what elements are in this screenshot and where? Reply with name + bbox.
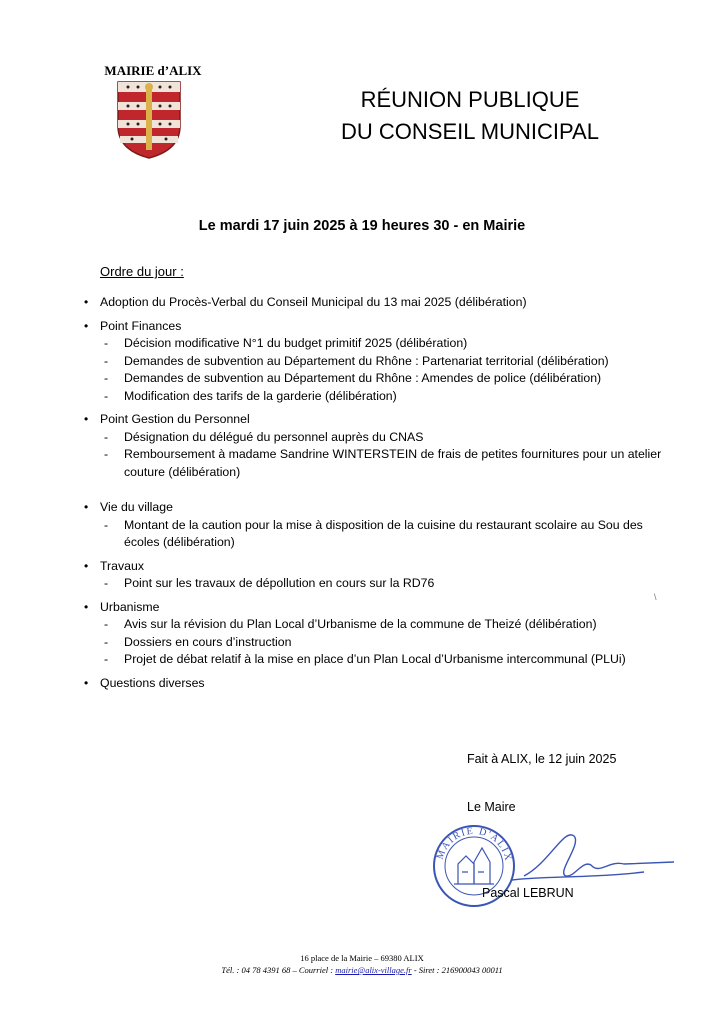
agenda-item <box>80 558 680 593</box>
bullet-icon: • <box>84 675 89 690</box>
agenda-subitem <box>100 651 680 669</box>
agenda-item <box>80 599 680 669</box>
stray-mark: \ <box>654 592 657 602</box>
agenda-subitem <box>100 446 680 481</box>
agenda-subitem-label: Modification des tarifs de la garderie (délibération) <box>124 388 397 403</box>
agenda-item-label: Questions diverses <box>100 675 205 690</box>
agenda-subitem-label: Dossiers en cours d’instruction <box>124 634 292 649</box>
agenda-item-label: Travaux <box>100 558 144 573</box>
agenda-item <box>80 318 680 406</box>
agenda-subitem <box>100 517 680 552</box>
agenda-subitem <box>100 429 680 447</box>
agenda-subitem-label: Demandes de subvention au Département du Rhône : Amendes de police (délibération) <box>124 371 602 385</box>
agenda-heading: Ordre du jour : <box>100 264 184 279</box>
agenda-subitem <box>100 388 680 406</box>
bullet-icon: • <box>84 558 89 573</box>
dash-marker: - <box>104 336 109 350</box>
title-line-1: RÉUNION PUBLIQUE <box>360 87 580 112</box>
bullet-icon: • <box>84 599 89 614</box>
agenda-subitem <box>100 370 680 388</box>
agenda-item-label: Vie du village <box>100 500 173 514</box>
agenda-subitem <box>100 616 680 634</box>
dash-marker: - <box>104 517 109 532</box>
coat-of-arms-logo <box>114 78 184 160</box>
dash-marker: - <box>104 371 109 385</box>
agenda-subitem-label: Montant de la caution pour la mise à disposition de la cuisine du restaurant scolaire au Sou des écoles (délibération) <box>124 517 643 549</box>
bullet-icon: • <box>84 412 89 426</box>
dash-marker: - <box>104 634 109 649</box>
agenda-item <box>80 675 680 693</box>
agenda-item-label: Adoption du Procès-Verbal du Conseil Municipal du 13 mai 2025 (délibération) <box>100 295 527 309</box>
agenda-subitem <box>100 335 680 353</box>
agenda-item-label: Point Gestion du Personnel <box>100 412 250 426</box>
stamp-text: MAIRIE D'ALIX <box>434 825 514 863</box>
dash-marker: - <box>104 617 109 631</box>
dash-marker: - <box>104 652 109 666</box>
agenda-subitem <box>100 634 680 652</box>
signed-at: Fait à ALIX, le 12 juin 2025 <box>467 752 617 766</box>
agenda-subitem-label: Décision modificative N°1 du budget primitif 2025 (délibération) <box>124 336 468 350</box>
agenda-subitem-label: Demandes de subvention au Département du Rhône : Partenariat territorial (délibération) <box>124 353 609 368</box>
footer-email-link[interactable]: mairie@alix-village.fr <box>335 965 412 975</box>
agenda-item-label: Point Finances <box>100 318 182 333</box>
meeting-date: Le mardi 17 juin 2025 à 19 heures 30 - en Mairie <box>198 218 526 234</box>
agenda-subitem-label: Point sur les travaux de dépollution en cours sur la RD76 <box>124 576 435 590</box>
footer-address: 16 place de la Mairie – 69380 ALIX <box>300 953 424 963</box>
agenda-subitem-label: Avis sur la révision du Plan Local d’Urbanisme de la commune de Theizé (délibération) <box>124 617 597 631</box>
bullet-icon: • <box>84 500 89 514</box>
agenda-subitem-label: Désignation du délégué du personnel auprès du CNAS <box>124 429 424 444</box>
dash-marker: - <box>104 429 109 444</box>
bullet-icon: • <box>84 295 89 309</box>
agenda-subitem-label: Projet de débat relatif à la mise en place d’un Plan Local d’Urbanisme intercommunal (PLUi) <box>124 652 626 666</box>
page-title <box>300 84 640 148</box>
footer-phone: Tél. : 04 78 4391 68 – Courriel : <box>221 965 336 975</box>
agenda-subitem-label: Remboursement à madame Sandrine WINTERSTEIN de frais de petites fournitures pour un atelier couture (délibération) <box>124 447 662 479</box>
bullet-icon: • <box>84 318 89 333</box>
dash-marker: - <box>104 388 109 403</box>
dash-marker: - <box>104 353 109 368</box>
agenda-item <box>80 499 680 552</box>
footer-siret: - Siret : 216900043 00011 <box>411 965 503 975</box>
agenda-item <box>80 411 680 481</box>
dash-marker: - <box>104 447 109 461</box>
agenda-item <box>80 294 680 312</box>
mairie-name: MAIRIE d’ALIX <box>104 63 202 78</box>
signer-role: Le Maire <box>467 800 516 814</box>
agenda-subitem <box>100 575 680 593</box>
title-line-2: DU CONSEIL MUNICIPAL <box>341 119 599 144</box>
agenda-subitem <box>100 353 680 371</box>
agenda-list <box>80 294 680 698</box>
dash-marker: - <box>104 576 109 590</box>
agenda-item-label: Urbanisme <box>100 599 160 614</box>
mayor-name: Pascal LEBRUN <box>482 886 574 900</box>
footer-contact <box>0 965 724 975</box>
